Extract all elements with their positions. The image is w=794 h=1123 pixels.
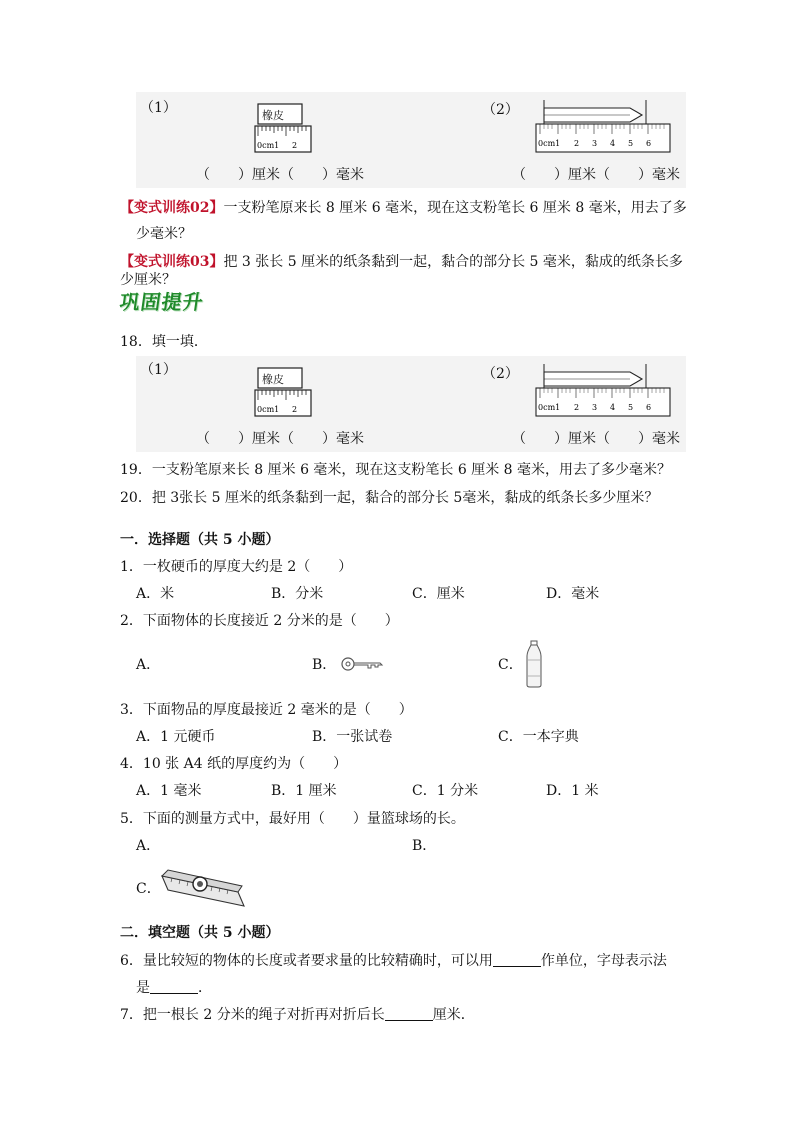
q18-ruler2-tick-2: 3 xyxy=(592,403,598,412)
ruler2-tick-3: 4 xyxy=(610,139,616,148)
q18-ruler1-tick-0: 0cm1 xyxy=(257,405,280,414)
q5-option-c[interactable]: C． xyxy=(136,881,161,897)
question-6-line2: 是 ． xyxy=(136,980,212,996)
bottle-icon xyxy=(524,640,544,688)
question-5-stem: 5．下面的测量方式中，最好用（ ）量篮球场的长。 xyxy=(120,811,465,827)
question-2-stem: 2．下面物体的长度接近 2 分米的是（ ） xyxy=(120,613,399,629)
q4-option-b[interactable]: B．1 厘米 xyxy=(271,783,337,799)
section-1-heading: 一．选择题（共 5 小题） xyxy=(120,532,280,548)
section-2-heading: 二．填空题（共 5 小题） xyxy=(120,925,280,941)
answer-2: （ ）厘米（ ）毫米 xyxy=(512,167,680,183)
q18-ruler2-tick-3: 4 xyxy=(610,403,616,412)
ruler2-tick-1: 2 xyxy=(574,139,580,148)
eraser-ruler-figure xyxy=(254,100,314,160)
q1-option-d[interactable]: D．毫米 xyxy=(546,586,600,602)
ruler1-tick-0: 0cm1 xyxy=(257,141,280,150)
answer-1: （ ）厘米（ ）毫米 xyxy=(196,167,364,183)
ruler2-tick-2: 3 xyxy=(592,139,598,148)
q1-option-b[interactable]: B．分米 xyxy=(271,586,324,602)
question-18: 18．填一填． xyxy=(120,334,208,350)
question-3-stem: 3．下面物品的厚度最接近 2 毫米的是（ ） xyxy=(120,702,413,718)
question-19: 19．一支粉笔原来长 8 厘米 6 毫米，现在这支粉笔长 6 厘米 8 毫米，用去了多少毫米？ xyxy=(120,462,672,478)
section-brand-title: 巩固提升 xyxy=(118,290,206,314)
q7-blank[interactable] xyxy=(385,1006,433,1021)
question-7: 7．把一根长 2 分米的绳子对折再对折后长 厘米． xyxy=(120,1007,475,1023)
question-1-stem: 1．一枚硬币的厚度大约是 2（ ） xyxy=(120,559,353,575)
q2-option-c[interactable]: C． xyxy=(498,657,523,673)
q1-option-a[interactable]: A．米 xyxy=(136,586,175,602)
q3-option-a[interactable]: A．1 元硬币 xyxy=(136,729,216,745)
q3-option-c[interactable]: C．一本字典 xyxy=(498,729,579,745)
ruler1-tick-1: 2 xyxy=(292,141,298,150)
q18-figure-label-1: （1） xyxy=(140,362,177,378)
q18-answer-2: （ ）厘米（ ）毫米 xyxy=(512,431,680,447)
variant-03-line2: 少厘米？ xyxy=(120,272,176,288)
question-20: 20．把 3张长 5 厘米的纸条黏到一起，黏合的部分长 5毫米，黏成的纸条长多少厘米？ xyxy=(120,490,659,506)
q6-blank-2[interactable] xyxy=(150,979,198,994)
figure-label-1: （1） xyxy=(140,100,177,116)
variant-03-line1: 【变式训练03】把 3 张长 5 厘米的纸条黏到一起，黏合的部分长 5 毫米，黏成的纸条长多 xyxy=(120,254,683,270)
variant-02-line1: 【变式训练02】一支粉笔原来长 8 厘米 6 毫米，现在这支粉笔长 6 厘米 8 毫米，用去了多 xyxy=(120,200,687,216)
tape-measure-ruler-icon xyxy=(158,862,246,912)
q6-blank-1[interactable] xyxy=(493,952,541,967)
q18-eraser-word: 橡皮 xyxy=(262,373,284,386)
q18-ruler2-tick-4: 5 xyxy=(628,403,634,412)
ruler2-tick-5: 6 xyxy=(646,139,652,148)
ruler2-tick-0: 0cm1 xyxy=(538,139,561,148)
key-icon xyxy=(340,654,384,674)
q4-option-a[interactable]: A．1 毫米 xyxy=(136,783,202,799)
variant-02-line2: 少毫米？ xyxy=(136,226,192,242)
q18-pencil-ruler-figure xyxy=(534,364,674,420)
eraser-word: 橡皮 xyxy=(262,109,284,122)
q1-option-c[interactable]: C．厘米 xyxy=(412,586,465,602)
variant-03-tag: 【变式训练03】 xyxy=(120,254,224,270)
q18-eraser-ruler-figure xyxy=(254,364,314,424)
q18-ruler2-tick-5: 6 xyxy=(646,403,652,412)
q2-option-a[interactable]: A． xyxy=(136,657,161,673)
pencil-ruler-figure xyxy=(534,100,674,156)
variant-02-tag: 【变式训练02】 xyxy=(120,200,224,216)
q4-option-c[interactable]: C．1 分米 xyxy=(412,783,479,799)
q18-answer-1: （ ）厘米（ ）毫米 xyxy=(196,431,364,447)
ruler2-tick-4: 5 xyxy=(628,139,634,148)
q18-ruler2-tick-1: 2 xyxy=(574,403,580,412)
figure-label-2: （2） xyxy=(482,102,519,118)
question-4-stem: 4．10 张 A4 纸的厚度约为（ ） xyxy=(120,756,348,772)
q18-ruler1-tick-1: 2 xyxy=(292,405,298,414)
q2-option-b[interactable]: B． xyxy=(312,657,337,673)
q3-option-b[interactable]: B．一张试卷 xyxy=(312,729,393,745)
q5-option-a[interactable]: A． xyxy=(136,838,161,854)
q4-option-d[interactable]: D．1 米 xyxy=(546,783,599,799)
q5-option-b[interactable]: B． xyxy=(412,838,437,854)
q18-ruler2-tick-0: 0cm1 xyxy=(538,403,561,412)
q18-figure-label-2: （2） xyxy=(482,366,519,382)
question-6-line1: 6．量比较短的物体的长度或者要求量的比较精确时，可以用 作单位，字母表示法 xyxy=(120,953,667,969)
